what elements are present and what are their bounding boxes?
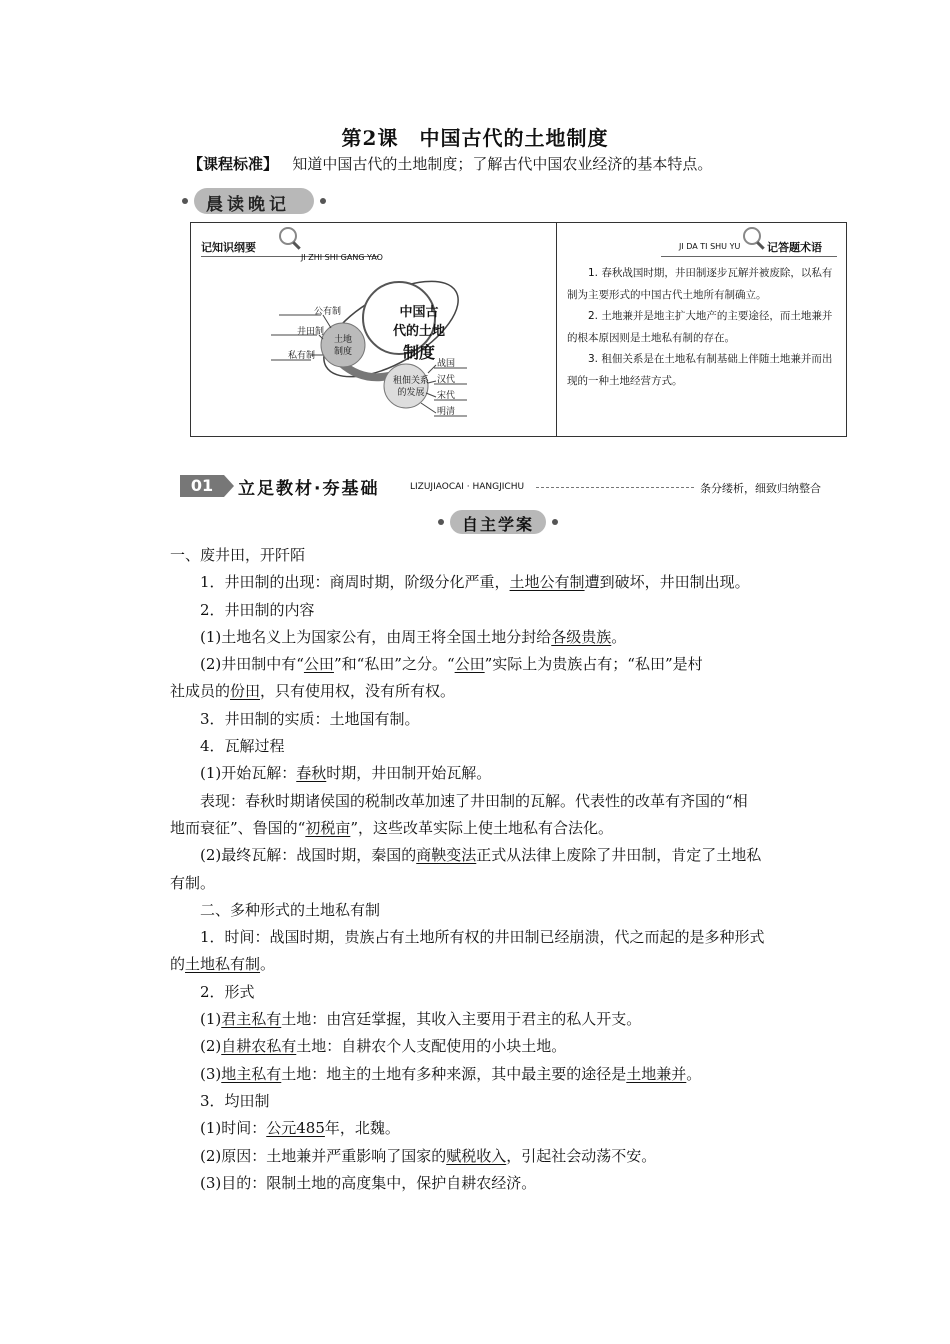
heading-1: 一、废井田，开阡陌 [170,546,306,564]
answer-terms-list [567,263,839,392]
para: 4．瓦解过程 [200,737,285,756]
para: 有制。 [170,873,216,892]
diagram-center-line1: 中国古 [399,305,439,320]
diagram-center-line3: 制度 [402,343,435,362]
self-study-title: 自主学案 [462,515,535,534]
answer-term-1: 1. 春秋战国时期，井田制逐步瓦解并被废除，以私有制为主要形式的中国古代土地所有制确立。 [567,267,833,301]
section-subtitle: 条分缕析，细致归纳整合 [700,482,821,495]
para: 表现：春秋时期诸侯国的税制改革加速了井田制的瓦解。代表性的改革有齐国的“相 [200,791,748,810]
diagram-center-line2: 代的土地 [392,324,445,339]
magnifier-icon [279,227,297,245]
course-standard [188,153,712,174]
knowledge-outline-pinyin: JI ZHI SHI GANG YAO [301,253,383,262]
section-title: 立足教材·夯基础 [238,479,380,499]
answer-term-2: 2. 土地兼并是地主扩大地产的主要途径，而土地兼并的根本原因则是土地私有制的存在。 [567,310,833,344]
section-banner-morning-title: 晨读晚记 [206,195,290,215]
heading-2: 二、多种形式的土地私有制 [200,900,381,919]
section-banner-textbook [180,474,850,500]
knowledge-outline-label: 记知识纲要 [201,241,256,254]
para: (2)原因：土地兼并严重影响了国家的赋税收入，引起社会动荡不安。 [200,1146,657,1165]
para: 2．形式 [200,982,255,1001]
diagram-right-small: 租佃关系 的发展 [392,376,429,398]
diagram-item-public: 公有制 [314,307,342,317]
para: (1)君主私有土地：由宫廷掌握，其收入主要用于君主的私人开支。 [200,1010,642,1029]
standard-text: 知道中国古代的土地制度；了解古代中国农业经济的基本特点。 [292,155,713,173]
standard-label: 【课程标准】 [188,155,279,173]
page-title: 第2课 中国古代的土地制度 [341,126,609,150]
diagram-item-song: 宋代 [437,391,456,401]
diagram-item-private: 私有制 [288,351,316,361]
section-pinyin: LIZUJIAOCAI · HANGJICHU [410,482,525,492]
para: (1)土地名义上为国家公有，由周王将全国土地分封给各级贵族。 [200,627,627,646]
para: 1．时间：战国时期，贵族占有土地所有权的井田制已经崩溃，代之而起的是多种形式 [200,928,765,947]
para: 2．井田制的内容 [200,600,315,619]
diagram-item-ming-qing: 明清 [437,407,456,417]
magnifier-icon [743,227,761,245]
section-number: 01 [180,475,224,497]
para: 3．井田制的实质：土地国有制。 [200,709,420,728]
para: (3)目的：限制土地的高度集中，保护自耕农经济。 [200,1173,537,1192]
answer-terms-label: 记答题术语 [767,241,822,254]
para: 社成员的份田，只有使用权，没有所有权。 [170,682,456,701]
para: (1)时间：公元485年，北魏。 [200,1119,400,1138]
para: 的土地私有制。 [170,955,276,974]
diagram-item-warring: 战国 [437,359,456,369]
para: 1．井田制的出现：商周时期，阶级分化严重，土地公有制遭到破坏，井田制出现。 [200,573,750,592]
diagram-item-well-field: 井田制 [297,327,325,337]
para: (3)地主私有土地：地主的土地有多种来源，其中最主要的途径是土地兼并。 [200,1064,702,1083]
summary-box [190,222,847,437]
para: (2)自耕农私有土地：自耕农个人支配使用的小块土地。 [200,1037,567,1056]
para: (2)最终瓦解：战国时期，秦国的商鞅变法正式从法律上废除了井田制，肯定了土地私 [200,846,762,865]
answer-term-3: 3. 租佃关系是在土地私有制基础上伴随土地兼并而出现的一种土地经营方式。 [567,353,833,387]
para: 3．均田制 [200,1091,270,1110]
section-banner-morning [180,188,330,214]
answer-terms-pinyin: JI DA TI SHU YU [679,242,741,251]
para: (1)开始瓦解：春秋时期，井田制开始瓦解。 [200,764,492,783]
diagram-item-han: 汉代 [437,375,456,385]
section-banner-self-study [436,510,560,534]
study-content [170,542,820,1197]
para: 地而衰征”、鲁国的“初税亩”，这些改革实际上使土地私有合法化。 [170,818,614,837]
para: (2)井田制中有“公田”和“私田”之分。“公田”实际上为贵族占有；“私田”是村 [200,655,703,674]
diagram-center-small: 土地 制度 [333,335,352,357]
